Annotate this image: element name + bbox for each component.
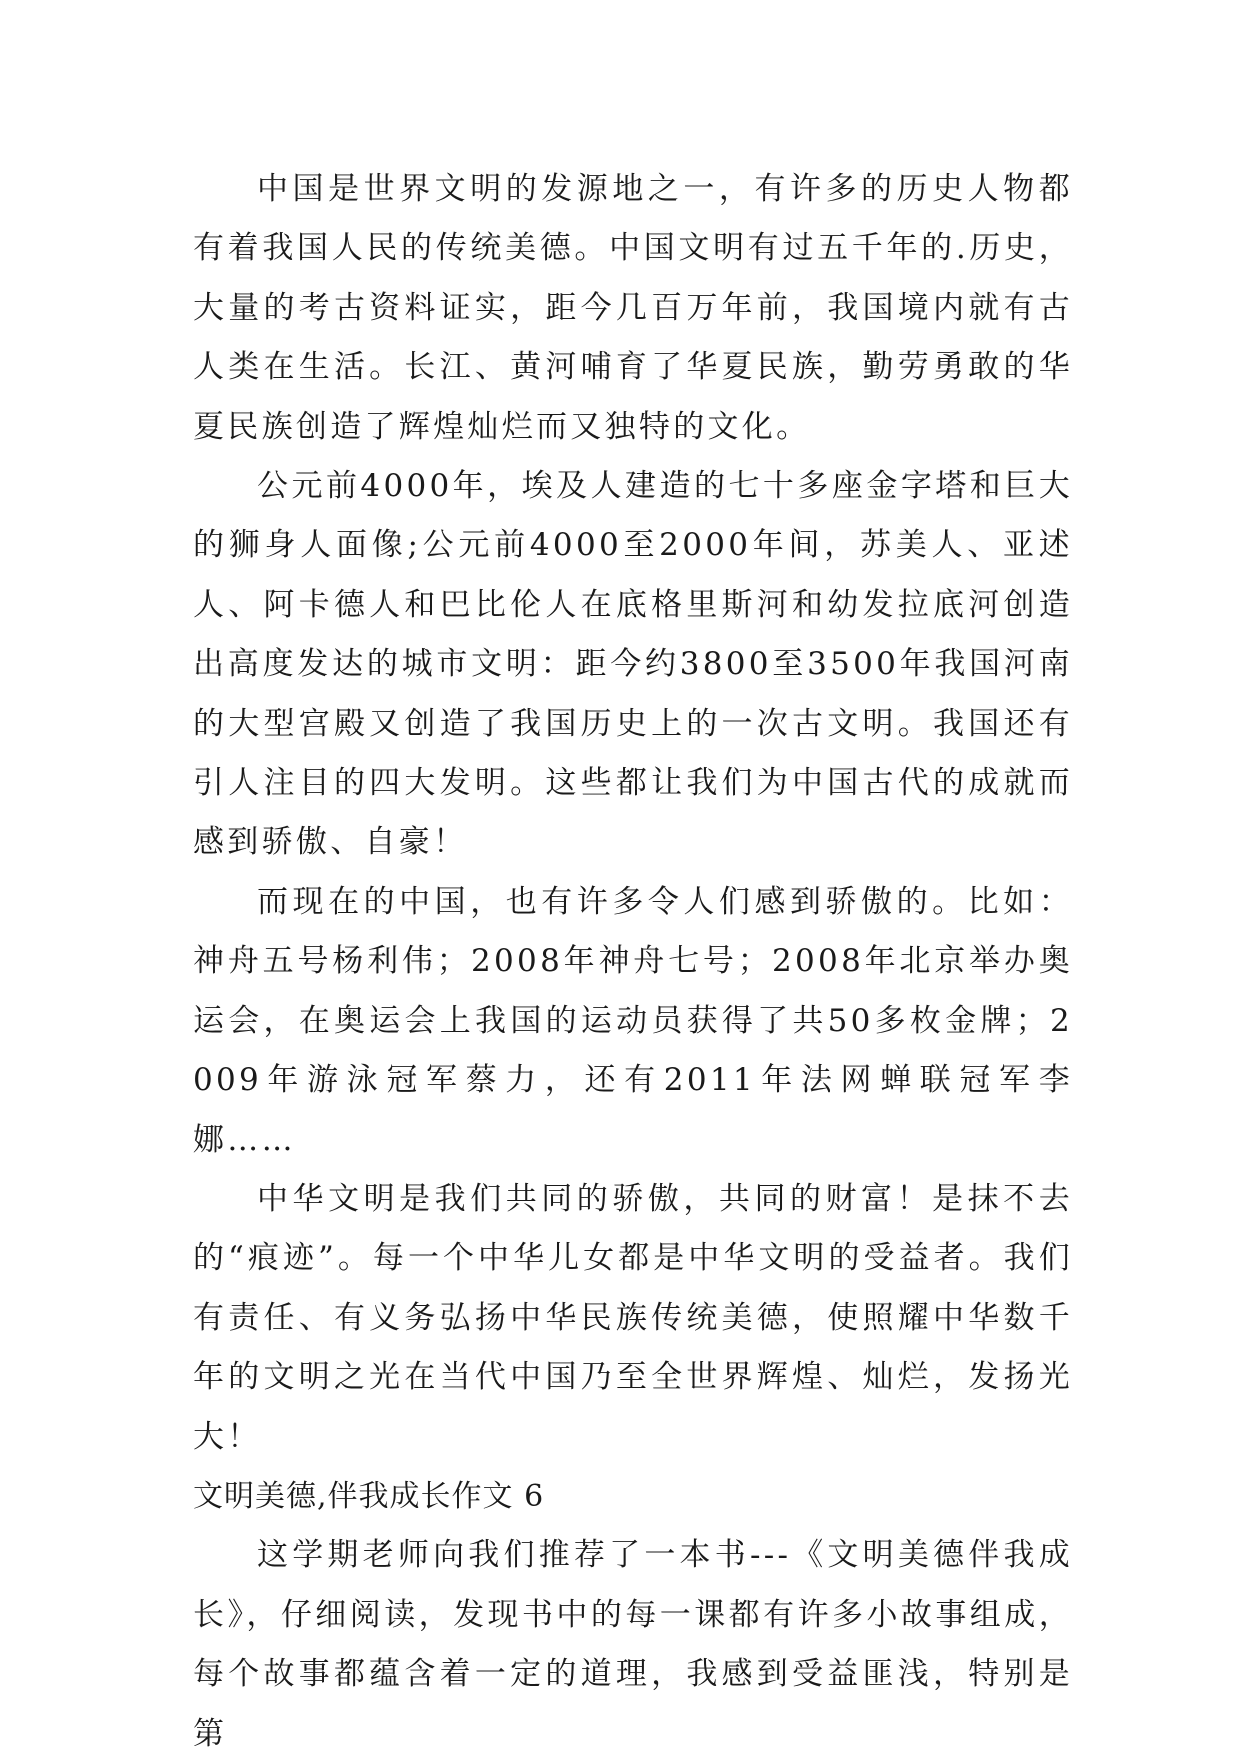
essay-heading: 文明美德,伴我成长作文 6 [193, 1478, 545, 1514]
paragraph-common-pride: 中华文明是我们共同的骄傲，共同的财富！是抹不去的“痕迹”。每一个中华儿女都是中华文明的受益者。我们有责任、有义务弘扬中华民族传统美德，使照耀中华数千年的文明之光在当代中国乃至全世界辉煌、灿烂，发扬光大！ [193, 1180, 1073, 1455]
paragraph-world-civilizations: 公元前4000年，埃及人建造的七十多座金字塔和巨大的狮身人面像;公元前4000至2000年间，苏美人、亚述人、阿卡德人和巴比伦人在底格里斯河和幼发拉底河创造出高度发达的城市文明：距今约3800至3500年我国河南的大型宫殿又创造了我国历史上的一次古文明。我国还有引人注目的四大发明。这些都让我们为中国古代的成就而感到骄傲、自豪！ [193, 468, 1073, 861]
document-body [193, 160, 1073, 1764]
paragraph-modern-china: 而现在的中国，也有许多令人们感到骄傲的。比如：神舟五号杨利伟；2008年神舟七号；2008年北京举办奥运会，在奥运会上我国的运动员获得了共50多枚金牌；2009年游泳冠军蔡力，还有2011年法网蝉联冠军李娜…… [193, 883, 1073, 1158]
paragraph-recommended-book: 这学期老师向我们推荐了一本书---《文明美德伴我成长》，仔细阅读，发现书中的每一课都有许多小故事组成，每个故事都蕴含着一定的道理，我感到受益匪浅，特别是第 [193, 1537, 1073, 1752]
paragraph-ancient-civilization: 中国是世界文明的发源地之一，有许多的历史人物都有着我国人民的传统美德。中国文明有过五千年的.历史，大量的考古资料证实，距今几百万年前，我国境内就有古人类在生活。长江、黄河哺育了华夏民族，勤劳勇敢的华夏民族创造了辉煌灿烂而又独特的文化。 [193, 171, 1073, 445]
